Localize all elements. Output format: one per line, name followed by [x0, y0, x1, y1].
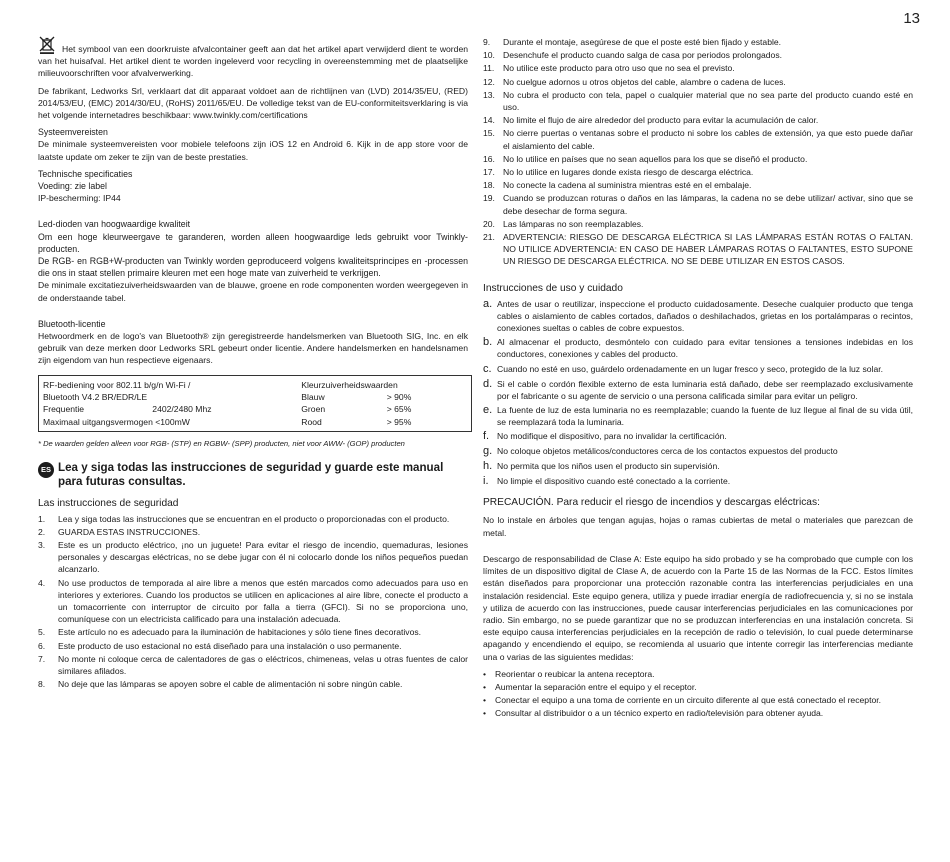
safety-item-text: No use productos de temporada al aire libre a menos que estén marcados como adecuados para uso en interiores y exteriores. Cuando los productos se utilicen en aplicaciones al aire libre, conecte el producto a un tomacorriente con interruptor de circuito por falla a tierra (GFCI). Si no se proporciona uno, comuníquese con un electricista calificado para una instalación adecuada. [58, 577, 468, 625]
precaution-title: PRECAUCIÓN. Para reducir el riesgo de incendios y descargas eléctricas: [483, 497, 820, 509]
class-a-title: Descargo de responsabilidad de Clase A: [483, 553, 642, 564]
safety-item-text: No conecte la cadena al suministra mientras esté en el embalaje. [503, 180, 752, 191]
safety-item-text: No deje que las lámparas se apoyen sobre el cable de alimentación ni sobre ningún cable. [58, 679, 403, 690]
safety-item [483, 192, 913, 216]
precaution-text: No lo instale en árboles que tengan agujas, hojas o ramas cubiertas de metal o materiales que parezcan de metal. [483, 515, 913, 538]
safety-item [38, 539, 468, 576]
safety-item-text: No limite el flujo de aire alrededor del producto para evitar la acumulación de calor. [503, 115, 819, 126]
safety-item [483, 166, 913, 178]
safety-item-number: 13. [483, 89, 495, 100]
safety-item-number: 16. [483, 153, 495, 164]
measure-text: Aumentar la separación entre el equipo y el receptor. [495, 681, 697, 692]
safety-item-number: 7. [38, 653, 46, 664]
safety-item [483, 76, 913, 88]
usage-item-text: No permita que los niños usen el producto sin supervisión. [497, 461, 720, 472]
crossed-out-bin-icon [38, 36, 56, 54]
max-power: Maximaal uitgangsvermogen <100mW [43, 416, 190, 427]
safety-item [483, 231, 913, 268]
safety-item-number: 21. [483, 232, 495, 243]
interference-measures-list [483, 668, 913, 720]
measure-item [483, 694, 913, 706]
safety-item-text: Este es un producto eléctrico, ¡no un juguete! Para evitar el riesgo de incendio, quemaduras, lesiones personales y descargas eléctricas, no se debe jugar con él ni colocarlo donde los niños pequeños puedan alcanzarlo. [58, 539, 468, 575]
usage-item-text: No coloque objetos metálicos/conductores cerca de los contactos expuestos del producto [497, 446, 838, 457]
safety-item-number: 5. [38, 627, 46, 638]
safety-item [483, 49, 913, 61]
usage-item-number: b. [483, 336, 493, 349]
usage-item [483, 363, 913, 376]
usage-item-number: f. [483, 430, 490, 443]
usage-item-number: c. [483, 362, 492, 375]
safety-item-number: 1. [38, 513, 46, 524]
bullet-icon: • [483, 668, 487, 679]
safety-item-number: 2. [38, 526, 46, 537]
usage-item-text: Si el cable o cordón flexible externo de esta luminaria está dañado, debe ser reemplazado exclusivamente por el fabricante o su agente de servicio o una persona calificada similar para evitar un peligro. [497, 378, 913, 401]
safety-item-number: 12. [483, 76, 495, 87]
measure-text: Reorientar o reubicar la antena receptora. [495, 668, 655, 679]
safety-item-text: Este producto de uso estacional no está diseñado para una instalación o uso permanente. [58, 640, 402, 651]
safety-item-number: 20. [483, 218, 495, 229]
right-column [483, 36, 913, 721]
safety-item [483, 179, 913, 191]
purity-header: Kleurzuiverheidswaarden [301, 379, 398, 390]
usage-item [483, 404, 913, 428]
safety-item-text: No cierre puertas o ventanas sobre el producto ni sobre los cables de extensión, ya que esto puede dañar el aislamiento del cable. [503, 128, 913, 151]
usage-item [483, 445, 913, 458]
tech-title: Technische specificaties [38, 168, 133, 179]
declaration-text: De fabrikant, Ledworks Srl, verklaart dat dit apparaat voldoet aan de richtlijnen van (LVD) 2014/35/EU, (RED) 2014/53/EU, (EMC) 2014/30/EU, (RoHS) 2011/65/EU. De volledige tekst van de EU-conformiteitsverklaring is via het volgende internetadres beschikbaar: www.twinkly.com/certifications [38, 85, 468, 121]
measure-text: Consultar al distribuidor o a un técnico experto en radio/televisión para obtener ayuda. [495, 708, 824, 719]
safety-item-number: 4. [38, 577, 46, 588]
safety-item [38, 640, 468, 652]
bullet-icon: • [483, 695, 487, 706]
usage-item-text: Al almacenar el producto, desmóntelo con cuidado para evitar tensiones a tensiones indebidas en los conductores, conexiones y cables del producto. [497, 337, 913, 360]
safety-item [483, 89, 913, 113]
safety-item-text: GUARDA ESTAS INSTRUCCIONES. [58, 526, 201, 537]
safety-item [38, 678, 468, 690]
rf-header: RF-bediening voor 802.11 b/g/n Wi-Fi / [43, 379, 191, 390]
class-a-text: Este equipo ha sido probado y se ha comprobado que cumple con los límites de un dispositivo digital de Clase A, de acuerdo con la Parte 15 de las Normas de la FCC. Estos límites están diseñados para proporcionar una protección razonable contra las interferencias perjudiciales en una instalación residencial. Este equipo genera, utiliza y puede irradiar energía de radiofrecuencia y, si no se instala y utiliza de acuerdo con las instrucciones, puede causar interferencias perjudiciales en las comunicaciones por radio. Sin embargo, no se puede garantizar que no se produzcan interferencias en una instalación concreta. Si este equipo causa interferencias perjudiciales en la recepción de radio o televisión, lo cual puede determinarse apagando y encendiendo el equipo, se recomienda al usuario que intente corregir las interferencias mediante una o varias de las siguientes medidas: [483, 553, 913, 662]
led-p1: Om een hoge kleurweergave te garanderen, worden alleen hoogwaardige leds gebruikt voor Twinkly-producten. [38, 231, 468, 254]
usage-item-text: La fuente de luz de esta luminaria no es reemplazable; cuando la fuente de luz llegue al final de su vida útil, se reemplazará toda la luminaria. [497, 405, 913, 428]
usage-item-number: a. [483, 297, 493, 310]
usage-item-number: g. [483, 445, 493, 458]
safety-item-text: No monte ni coloque cerca de calentadores de gas o eléctricos, chimeneas, velas u otras fuentes de calor similares afilados. [58, 653, 468, 676]
safety-item-number: 10. [483, 50, 495, 61]
safety-item-text: Cuando se produzcan roturas o daños en las lámparas, la cadena no se debe utilizar/ activar, sino que se debe desechar de forma segura. [503, 193, 913, 216]
safety-item-number: 18. [483, 180, 495, 191]
bullet-icon: • [483, 708, 487, 719]
usage-item [483, 475, 913, 488]
purity-value: > 90% [386, 392, 412, 403]
safety-item [483, 62, 913, 74]
usage-item [483, 336, 913, 360]
es-language-badge: ES [38, 462, 54, 478]
tech-voeding: Voeding: zie label [38, 181, 107, 192]
safety-item [38, 653, 468, 677]
usage-list [483, 298, 913, 489]
safety-item-number: 19. [483, 193, 495, 204]
safety-item-number: 14. [483, 115, 495, 126]
page-number: 13 [903, 10, 920, 27]
freq-value: 2402/2480 Mhz [152, 404, 212, 415]
measure-item [483, 707, 913, 719]
safety-item-text: Este artículo no es adecuado para la iluminación de habitaciones y sólo tiene fines decorativos. [58, 627, 422, 638]
purity-color: Blauw [301, 392, 325, 403]
weee-paragraph [38, 36, 468, 80]
safety-item-number: 9. [483, 37, 491, 47]
safety-item [483, 153, 913, 165]
safety-item-text: Desenchufe el producto cuando salga de casa por periodos prolongados. [503, 50, 783, 61]
safety-item-text: No cubra el producto con tela, papel o cualquier material que no sea parte del producto cuando esté en uso. [503, 89, 913, 113]
safety-list-continued [483, 36, 913, 268]
safety-item-text: ADVERTENCIA: RIESGO DE DESCARGA ELÉCTRICA SI LAS LÁMPARAS ESTÁN ROTAS O FALTAN. NO UTILICE ADVERTENCIA: EN CASO DE HABER LÁMPARAS ROTAS O FALTANTES, ESTO SUPONE UN RIESGO DE DESCARGA ELÉCTRICA. NO SE DEBE UTILIZAR EN ESTOS CASOS. [503, 232, 913, 267]
sysreq-text: De minimale systeemvereisten voor mobiele telefoons zijn iOS 12 en Android 6. Kijk in de app store voor de laatste update om zeker te zijn van de beste prestaties. [38, 139, 468, 162]
usage-item-number: h. [483, 460, 493, 473]
usage-item-text: No limpie el dispositivo cuando esté conectado a la corriente. [497, 476, 731, 487]
safety-item-number: 3. [38, 539, 46, 550]
spec-table [38, 375, 472, 433]
led-p3: De minimale excitatiezuiverheidswaarden van de blauwe, groene en rode componenten worden weergegeven in de onderstaande tabel. [38, 280, 468, 303]
safety-item [483, 114, 913, 126]
tech-ip: IP-bescherming: IP44 [38, 193, 121, 204]
safety-list [38, 513, 468, 691]
usage-item-text: Antes de usar o reutilizar, inspeccione el producto cuidadosamente. Deseche cualquier producto que tenga cables o aislamiento de cables cortados, dañados o deshilachados, grietas en los portalámparas o recintos, conexiones sueltas o cables de cobre expuestos. [497, 298, 913, 334]
es-section-header [38, 461, 468, 489]
safety-item-number: 11. [483, 63, 495, 74]
purity-color: Groen [301, 404, 326, 415]
safety-item-number: 8. [38, 679, 46, 690]
safety-item-text: Durante el montaje, asegúrese de que el poste esté bien fijado y estable. [503, 37, 782, 47]
bt-text: Hetwoordmerk en de logo's van Bluetooth® zijn geregistreerde handelsmerken van Bluetooth SIG, Inc. en elk gebruik van deze merken door Ledworks SRL gebeurt onder licentie. Andere handelsmerken en handelsnamen zijn eigendom van hun respectieve eigenaars. [38, 331, 468, 366]
safety-item-number: 17. [483, 167, 495, 178]
usage-item [483, 430, 913, 443]
safety-item-text: No lo utilice en países que no sean aquellos para los que se diseñó el producto. [503, 153, 808, 164]
safety-item-text: Lea y siga todas las instrucciones que se encuentran en el producto o proporcionadas con el producto. [58, 513, 450, 524]
purity-color: Rood [301, 416, 322, 427]
bt-version: Bluetooth V4.2 BR/EDR/LE [43, 392, 148, 403]
measure-text: Conectar el equipo a una toma de corriente en un circuito diferente al que está conectado el receptor. [495, 695, 882, 706]
left-column [38, 36, 468, 691]
led-p2: De RGB- en RGB+W-producten van Twinkly worden geproduceerd volgens kwaliteitsprincipes en -processen die ons in staat stellen primaire kleuren met een hoge mate van zuiverheid te verkrijgen. [38, 256, 468, 279]
safety-item-text: No utilice este producto para otro uso que no sea el previsto. [503, 63, 735, 74]
bullet-icon: • [483, 681, 487, 692]
weee-text: Het symbool van een doorkruiste afvalcontainer geeft aan dat het artikel apart verwijderd dient te worden van het huisafval. Het artikel dient te worden ingeleverd voor recycling in overeenstemming met de plaatselijke milieuvoorschriften voor afvalverwerking. [38, 44, 468, 79]
safety-item [483, 127, 913, 151]
usage-title: Instrucciones de uso y cuidado [483, 282, 623, 294]
bt-title: Bluetooth-licentie [38, 318, 106, 329]
safety-item [483, 36, 913, 48]
safety-item-number: 6. [38, 640, 46, 651]
usage-item [483, 298, 913, 335]
safety-item [38, 526, 468, 538]
usage-item-text: Cuando no esté en uso, guárdelo ordenadamente en un lugar fresco y seco, protegido de la luz solar. [497, 363, 884, 374]
freq-label: Frequentie [43, 404, 85, 415]
safety-item [483, 218, 913, 230]
usage-item-number: d. [483, 377, 493, 390]
measure-item [483, 668, 913, 680]
purity-value: > 95% [386, 416, 412, 427]
usage-item-number: e. [483, 404, 493, 417]
sysreq-title: Systeemvereisten [38, 127, 108, 138]
safety-item-text: Las lámparas no son reemplazables. [503, 218, 644, 229]
table-footnote: * De waarden gelden alleen voor RGB- (STP) en RGBW- (SPP) producten, niet voor AWW- (GOP) producten [38, 439, 405, 449]
usage-item-number: i. [483, 475, 489, 488]
led-title: Led-dioden van hoogwaardige kwaliteit [38, 219, 191, 230]
usage-item-text: No modifique el dispositivo, para no invalidar la certificación. [497, 431, 727, 442]
measure-item [483, 681, 913, 693]
usage-item [483, 460, 913, 473]
safety-item [38, 513, 468, 525]
safety-title: Las instrucciones de seguridad [38, 497, 179, 509]
purity-value: > 65% [386, 404, 412, 415]
safety-item-text: No cuelgue adornos u otros objetos del cable, alambre o cadena de luces. [503, 76, 786, 87]
class-a-paragraph [483, 553, 913, 663]
es-title: Lea y siga todas las instrucciones de seguridad y guarde este manual para futuras consultas. [58, 460, 444, 488]
safety-item-text: No lo utilice en lugares donde exista riesgo de descarga eléctrica. [503, 167, 754, 178]
usage-item [483, 378, 913, 402]
safety-item [38, 577, 468, 626]
safety-item-number: 15. [483, 128, 495, 139]
safety-item [38, 626, 468, 638]
